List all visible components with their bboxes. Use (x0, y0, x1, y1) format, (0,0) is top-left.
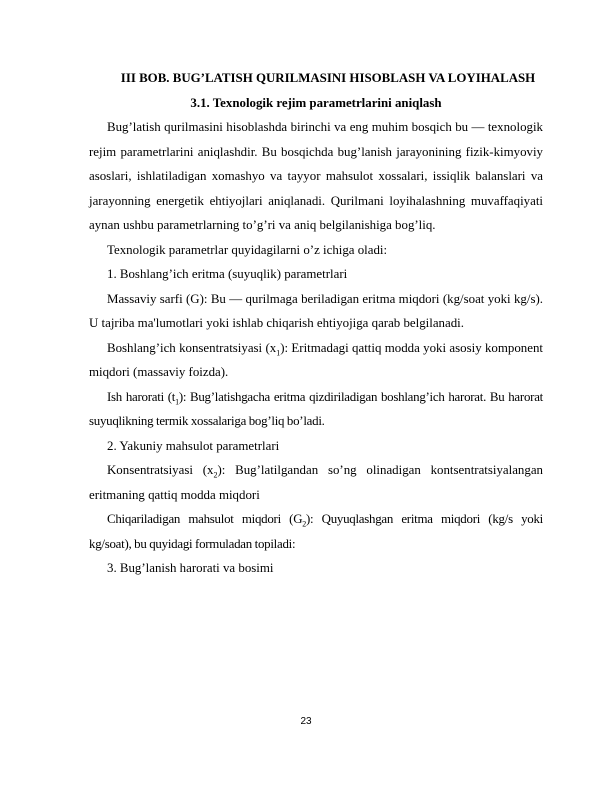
subscript: 2 (213, 470, 218, 480)
paragraph-intro: Bug’latish qurilmasini hisoblashda birinchi va eng muhim bosqich bu — texnologik rejim parametrlarini aniqlashdir. Bu bosqichda bug’lanish jarayonining fizik-kimyoviy asoslari, ishlatiladigan xomashyo va tayyor mahsulot xossalari, issiqlik balanslari va jarayonning energetik ehtiyojlari aniqlanadi. Qurilmani loyihalashning muvaffaqiyati aynan ushbu parametrlarning to’g’ri va aniq belgilanishiga bog’liq. (89, 120, 543, 232)
paragraph-initial-concentration (89, 336, 543, 385)
subscript: 1 (276, 348, 281, 358)
list-heading-final-product: 2. Yakuniy mahsulot parametrlari (107, 438, 280, 453)
chapter-title: III BOB. BUG’LATISH QURILMASINI HISOBLASH VA LOYIHALASH (120, 71, 536, 85)
page-content (89, 66, 543, 581)
paragraph-working-temperature (89, 385, 543, 434)
subscript: 1 (175, 397, 179, 407)
working-temperature-text: Ish harorati (t (107, 389, 176, 404)
paragraph-final-concentration (89, 458, 543, 507)
subscript: 2 (302, 519, 307, 529)
initial-concentration-text-cont: ): Eritmadagi qattiq modda yoki asosiy komponent miqdori (massaviy foizda). (89, 340, 543, 379)
paragraph-output-quantity (89, 507, 543, 556)
section-title: 3.1. Texnologik rejim parametrlarini aniqlash (190, 95, 442, 110)
page-number: 23 (300, 716, 312, 727)
output-quantity-text: Chiqariladigan mahsulot miqdori (G (107, 512, 303, 526)
working-temperature-text-cont: ): Bug’latishgacha eritma qizdiriladigan boshlang’ich harorat. Bu harorat suyuqlikning termik xossalariga bog’liq bo’ladi. (89, 389, 543, 428)
output-quantity-text-cont: ): Quyuqlashgan eritma miqdori (kg/s yoki kg/soat), bu quyidagi formuladan topiladi: (89, 512, 543, 551)
paragraph-mass-flow: Massaviy sarfi (G): Bu — qurilmaga beriladigan eritma miqdori (kg/soat yoki kg/s). U tajriba ma'lumotlari yoki ishlab chiqarish ehtiyojiga qarab belgilanadi. (89, 291, 543, 330)
paragraph-parameters-lead: Texnologik parametrlar quyidagilarni o’z ichiga oladi: (107, 242, 388, 257)
list-heading-evaporation: 3. Bug’lanish harorati va bosimi (107, 561, 274, 575)
initial-concentration-text: Boshlang’ich konsentratsiyasi (x (107, 340, 277, 355)
final-concentration-text-cont: ): Bug’latilgandan so’ng olinadigan kontsentratsiyalangan eritmaning qattiq modda miqdori (89, 463, 543, 502)
final-concentration-text: Konsentratsiyasi (x (107, 463, 214, 477)
list-heading-initial-solution: 1. Boshlang’ich eritma (suyuqlik) parametrlari (107, 267, 348, 281)
